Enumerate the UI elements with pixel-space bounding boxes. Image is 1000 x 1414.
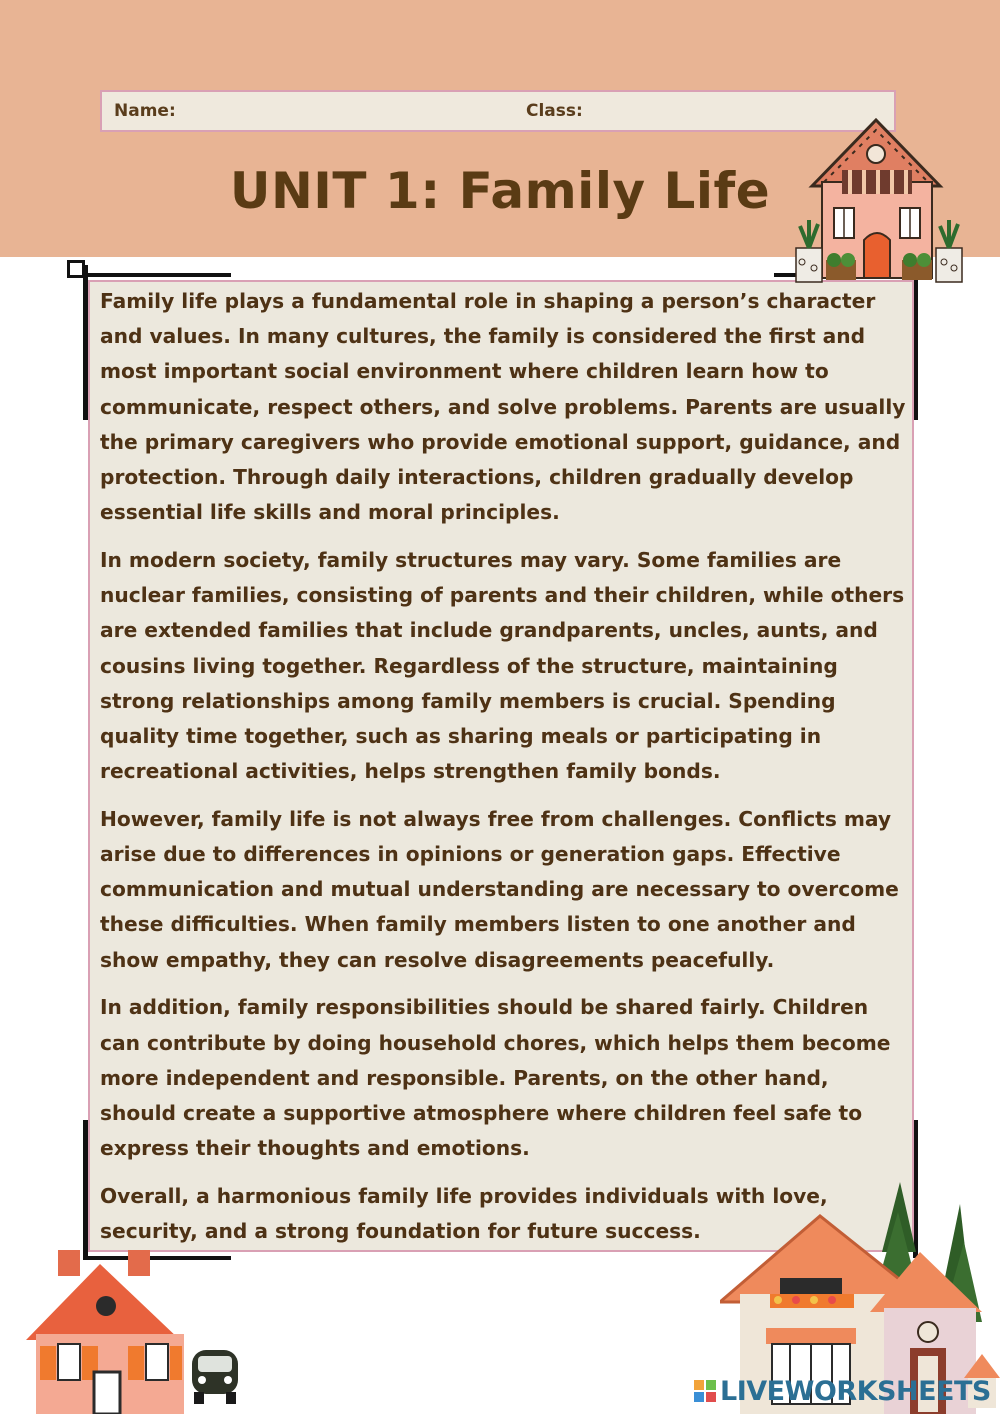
frame-corner-square (67, 260, 85, 278)
paragraph: However, family life is not always free from challenges. Conflicts may arise due to differences in opinions or generation gaps. Effective communication and mutual understanding are necessary to overcome these difficulties. When family members listen to one another and show empathy, they can resolve disagreements peacefully. (100, 806, 899, 972)
house-top-right-illustration (788, 116, 966, 292)
car-illustration (186, 1344, 244, 1406)
class-label: Class: (526, 101, 583, 121)
name-class-bar (100, 90, 896, 132)
paragraph: In addition, family responsibilities should be shared fairly. Children can contribute by doing household chores, which helps them become more independent and responsible. Parents, on the other hand, should create a supportive atmosphere where children feel safe to express their thoughts and emotions. (100, 995, 891, 1161)
name-label: Name: (114, 101, 176, 121)
page-title: UNIT 1: Family Life (229, 162, 771, 220)
reading-passage (100, 284, 908, 1262)
house-bottom-left-illustration (20, 1244, 192, 1414)
liveworksheets-logo-icon (694, 1380, 716, 1402)
liveworksheets-watermark (694, 1374, 994, 1408)
paragraph: In modern society, family structures may vary. Some families are nuclear families, consisting of parents and their children, while others are extended families that include grandparents, uncles, aunts, and cousins living together. Regardless of the structure, maintaining strong relationships among family members is crucial. Spending quality time together, such as sharing meals or participating in recreational activities, helps strengthen family bonds. (100, 547, 905, 784)
paragraph: Overall, a harmonious family life provides individuals with love, security, and a strong foundation for future success. (100, 1183, 828, 1244)
paragraph: Family life plays a fundamental role in shaping a person’s character and values. In many cultures, the family is considered the first and most important social environment where children learn how to communicate, respect others, and solve problems. Parents are usually the primary caregivers who provide emotional support, guidance, and protection. Through daily interactions, children gradually develop essential life skills and moral principles. (100, 289, 906, 525)
watermark-text: LIVEWORKSHEETS (720, 1375, 991, 1407)
frame-line-top-left (83, 273, 231, 277)
